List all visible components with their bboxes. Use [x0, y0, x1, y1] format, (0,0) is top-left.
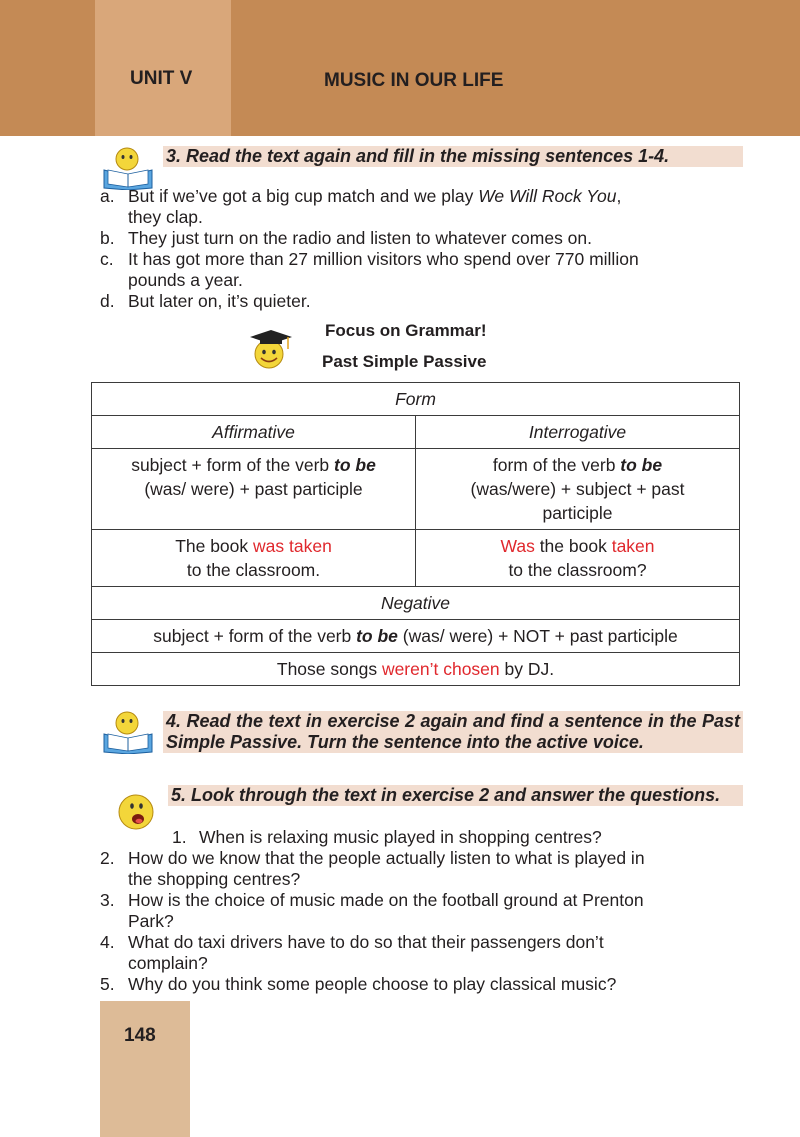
item-label: a.: [100, 186, 115, 206]
talking-smiley-icon: [116, 792, 160, 832]
list-item: 3. How is the choice of music made on the football ground at Prenton Park?: [100, 890, 644, 931]
list-item: 5. Why do you think some people choose to play classical music?: [100, 974, 617, 994]
negative-example: Those songs weren’t chosen by DJ.: [92, 653, 740, 686]
exercise-3-instruction: 3. Read the text again and fill in the missing sentences 1-4.: [163, 146, 743, 167]
table-header-interrogative: Interrogative: [416, 416, 740, 449]
table-header-affirmative: Affirmative: [92, 416, 416, 449]
list-item: 2. How do we know that the people actually listen to what is played in the shopping centres?: [100, 848, 645, 889]
grammar-subheading: Past Simple Passive: [322, 352, 487, 371]
affirmative-example: The book was taken to the classroom.: [92, 530, 416, 587]
list-item: a. But if we’ve got a big cup match and we play We Will Rock You, they clap.: [100, 186, 622, 227]
list-item: 1. When is relaxing music played in shopping centres?: [172, 827, 602, 847]
item-label: c.: [100, 249, 114, 269]
exercise-5-instruction: 5. Look through the text in exercise 2 and answer the questions.: [168, 785, 743, 806]
grammar-heading: Focus on Grammar!: [325, 321, 487, 340]
item-label: 2.: [100, 848, 115, 868]
interrogative-example: Was the book taken to the classroom?: [416, 530, 740, 587]
item-label: 3.: [100, 890, 115, 910]
list-item: c. It has got more than 27 million visitors who spend over 770 million pounds a year.: [100, 249, 639, 290]
page-number: 148: [124, 1025, 156, 1046]
page-header: [0, 0, 800, 136]
page-number-tab: [100, 1001, 190, 1137]
unit-label: UNIT V: [130, 68, 193, 89]
affirmative-rule: subject + form of the verb to be (was/ were) + past participle: [92, 449, 416, 530]
grammar-table: [91, 382, 740, 686]
exercise-3-sentences: [100, 186, 740, 312]
negative-rule: subject + form of the verb to be (was/ were) + NOT + past participle: [92, 620, 740, 653]
exercise-5-questions: [100, 827, 740, 995]
list-item: d. But later on, it’s quieter.: [100, 291, 311, 311]
item-label: d.: [100, 291, 115, 311]
list-item: 4. What do taxi drivers have to do so that their passengers don’t complain?: [100, 932, 604, 973]
interrogative-rule: form of the verb to be (was/were) + subject + past participle: [416, 449, 740, 530]
graduate-smiley-icon: [246, 327, 296, 371]
item-label: 4.: [100, 932, 115, 952]
item-label: b.: [100, 228, 115, 248]
table-header-negative: Negative: [92, 587, 740, 620]
reading-smiley-icon: [101, 708, 157, 754]
reading-smiley-icon: [101, 144, 157, 190]
list-item: b. They just turn on the radio and listen to whatever comes on.: [100, 228, 593, 248]
exercise-4-instruction: 4. Read the text in exercise 2 again and find a sentence in the Past Simple Passive. Turn the sentence into the active voice.: [163, 711, 743, 753]
chapter-title: MUSIC IN OUR LIFE: [324, 70, 504, 91]
table-header-form: Form: [92, 383, 740, 416]
item-label: 1.: [172, 827, 187, 847]
item-label: 5.: [100, 974, 115, 994]
